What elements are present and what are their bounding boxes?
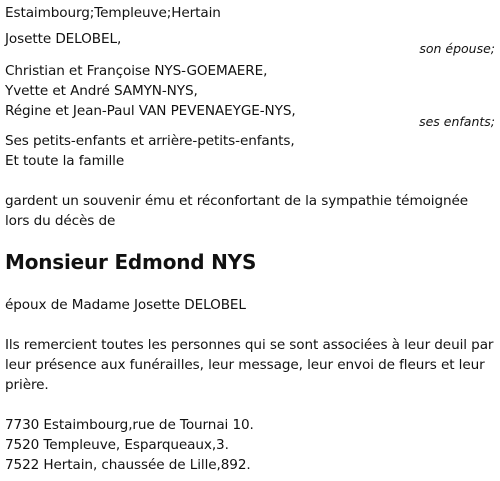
thanks-line-3: prière. — [5, 377, 49, 393]
thanks-line-1: Ils remercient toutes les personnes qui se sont associées à leur deuil par — [5, 337, 494, 353]
deceased-name: Monsieur Edmond NYS — [5, 250, 257, 274]
address-line: 7730 Estaimbourg,rue de Tournai 10. — [5, 417, 254, 433]
child-line-2: Yvette et André SAMYN-NYS, — [5, 83, 198, 99]
spouse-name: Josette DELOBEL, — [5, 31, 122, 47]
message-line-1: gardent un souvenir ému et réconfortant de la sympathie témoignée — [5, 193, 469, 209]
address-line: 7520 Templeuve, Esparqueaux,3. — [5, 437, 229, 453]
thanks-line-2: leur présence aux funérailles, leur message, leur envoi de fleurs et leur — [5, 357, 485, 373]
deceased-description: époux de Madame Josette DELOBEL — [5, 297, 246, 313]
message-line-2: lors du décès de — [5, 213, 116, 229]
child-line-1: Christian et Françoise NYS-GOEMAERE, — [5, 63, 268, 79]
children-role: ses enfants; — [419, 114, 495, 129]
address-line: 7522 Hertain, chaussée de Lille,892. — [5, 457, 251, 473]
child-line-3: Régine et Jean-Paul VAN PEVENAEYGE-NYS, — [5, 103, 296, 119]
family-line-1: Ses petits-enfants et arrière-petits-enfants, — [5, 133, 295, 149]
locations-heading: Estaimbourg;Templeuve;Hertain — [5, 5, 221, 21]
family-line-2: Et toute la famille — [5, 153, 125, 169]
spouse-role: son épouse; — [419, 41, 495, 56]
